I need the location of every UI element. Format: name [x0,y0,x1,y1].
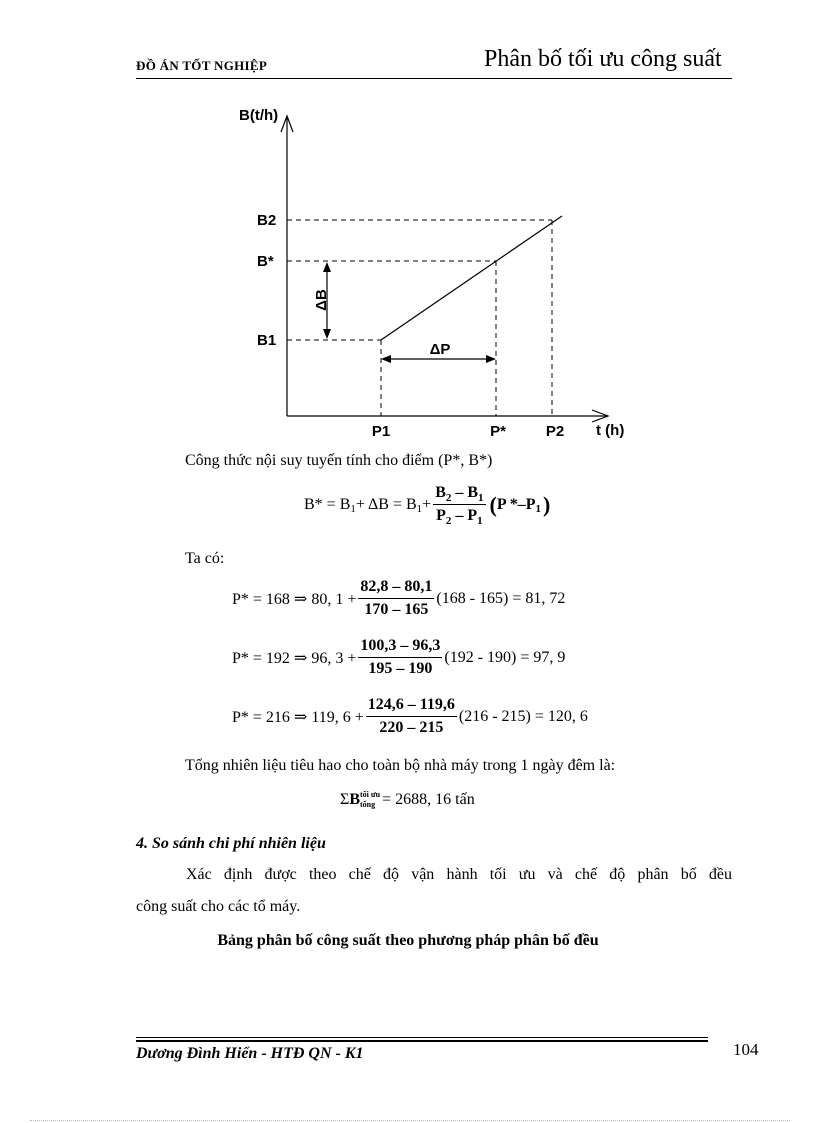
delta-p-arrowhead-right [486,355,496,363]
formula-fraction [433,484,485,525]
total-b-scripts: tối ưu tổng [359,790,381,809]
formula-lhs: B* = B [304,495,351,513]
total-equation [340,790,475,810]
sigma-symbol: Σ [340,791,350,808]
header-right: Phân bố tối ưu công suất [484,46,722,72]
delta-p-label: ΔP [429,341,451,358]
formula-mid: + ΔB = B [355,495,417,513]
delta-p-arrowhead-left [381,355,391,363]
formula-paren-open: ( [489,491,497,517]
formula-sub1b: 1 [416,502,423,515]
delta-b-label: ΔB [313,289,330,311]
tick-b2: B2 [257,212,277,229]
page-edge [30,1120,790,1121]
formula-tail-sub: 1 [535,502,542,515]
formula-paren-close: ) [543,491,551,517]
paragraph-line-2: công suất cho các tổ máy. [136,898,301,915]
tick-b1: B1 [257,332,277,349]
characteristic-line [381,216,562,340]
formula-numerator: $B_2 - B_1$ [435,484,484,504]
delta-b-arrowhead-down [323,329,331,339]
paragraph-line-1: Xác định được theo chế độ vận hành tối ưu và chế độ phân bố đều [186,866,732,883]
tick-pstar: P* [490,423,506,440]
x-axis-label: t (h) [596,422,625,439]
page-number: 104 [733,1040,759,1059]
calc-line-1: P* = 168 ⇒ 80, 1 + $\frac{82,8 - 80,1}{170 - 165}$ (168 - 165) = 81, 72 [232,578,566,618]
formula-sub1: 1 [350,502,356,515]
total-text: Tổng nhiên liệu tiêu hao cho toàn bộ nhà máy trong 1 ngày đêm là: [185,757,616,774]
header-rule [136,78,732,79]
y-axis-label: B(t/h) [239,107,279,124]
total-b: B [349,791,360,808]
interpolation-formula [304,484,550,525]
footer-rule-thin [136,1037,708,1038]
delta-b-arrowhead-up [323,262,331,272]
total-value: = 2688, 16 tấn [382,791,475,808]
tick-bstar: B* [257,253,274,270]
calc-line-3: P* = 216 ⇒ 119, 6 + $\frac{124,6 - 119,6}{220 - 215}$ (216 - 215) = 120, 6 [232,696,588,736]
ta-co-text: Ta có: [185,550,225,567]
tick-p1: P1 [371,423,391,440]
formula-tail: P *–P [496,495,536,513]
interpolation-diagram [230,100,640,442]
formula-denominator: $P_2 - P_1$ [436,507,483,527]
table-title: Bảng phân bố công suất theo phương pháp phân bố đều [217,932,599,949]
tick-p2: P2 [545,423,565,440]
section-title: 4. So sánh chi phí nhiên liệu [136,835,326,852]
footer-author: Dương Đình Hiển - HTĐ QN - K1 [136,1045,364,1062]
intro-text: Công thức nội suy tuyến tính cho điểm (P*, B*) [185,452,493,469]
header-left: ĐỒ ÁN TỐT NGHIỆP [136,58,268,73]
formula-plus: + [422,495,432,513]
footer-rule-thick [136,1040,708,1042]
calc-line-2: P* = 192 ⇒ 96, 3 + $\frac{100,3 - 96,3}{195 - 190}$ (192 - 190) = 97, 9 [232,637,566,677]
